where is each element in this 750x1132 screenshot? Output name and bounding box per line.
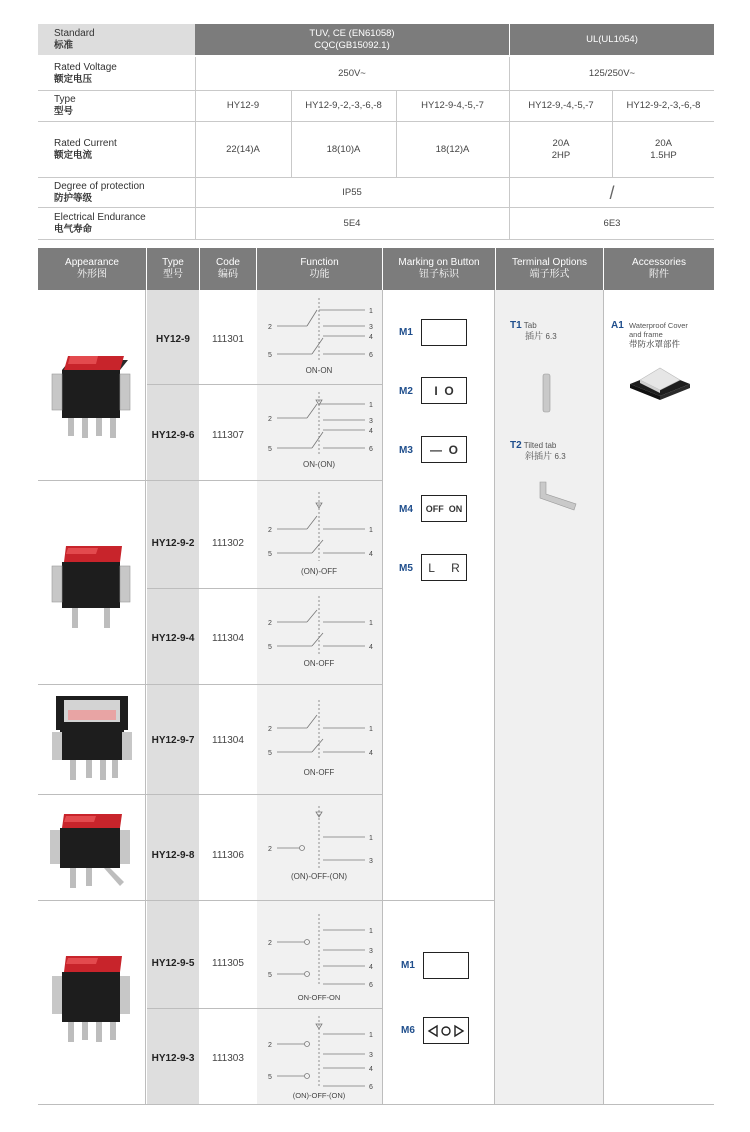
rocker-switch-image-1 [48,350,136,442]
spec-label-current: Rated Current 额定电流 [54,137,117,161]
pin-label: 4 [369,334,373,341]
spec-label-type: Type 型号 [54,94,76,117]
function-label: (ON)-OFF-(ON) [291,872,347,881]
header-accessories: Accessories 附件 [632,257,686,280]
spec-type-5: HY12-9-2,-3,-6,-8 [626,100,701,111]
row-type-8: HY12-9-3 [151,1053,195,1064]
marking-button-m6 [423,1017,469,1044]
function-diagram-mom-off [257,486,382,586]
pin-label: 6 [369,352,373,359]
pin-label: 2 [268,324,272,331]
spec-endurance-a: 5E4 [343,217,361,229]
pin-label: 5 [268,644,272,651]
spec-current-4: 20A 2HP [551,137,571,161]
function-diagram-mom-off-mom-6 [257,1010,382,1104]
pin-label: 1 [369,1032,373,1039]
pin-label: 1 [369,527,373,534]
rocker-switch-image-3 [48,808,132,894]
pin-label: 2 [268,940,272,947]
tab-terminal-icon [540,372,554,414]
spec-label-protection: Degree of protection 防护等级 [54,180,145,204]
row-code-2: 111307 [212,430,244,441]
marking-button-m1 [421,319,467,346]
spec-row-current [38,122,714,178]
spec-current-1: 22(14)A [226,143,260,155]
header-function: Function 功能 [300,257,339,280]
pin-label: 5 [268,446,272,453]
row-type-2: HY12-9-6 [151,430,195,441]
spec-row-standard [38,24,714,56]
main-table-header [38,248,714,290]
waterproof-switch-image [50,692,134,788]
pin-label: 4 [369,428,373,435]
function-diagram-on-mom [257,386,382,478]
row-code-7: 111305 [212,958,244,969]
accessory-a1-desc: Waterproof Cover and frame 带防水罩部件 [629,321,688,349]
marking-code-m1-b: M1 [401,960,415,971]
marking-code-m6: M6 [401,1025,415,1036]
pin-label: 2 [268,1042,272,1049]
slash-mark: / [609,182,615,203]
row-type-3: HY12-9-2 [151,538,195,549]
function-label: (ON)-OFF-(ON) [292,1091,346,1100]
pin-label: 3 [369,858,373,865]
row-code-3: 111302 [212,538,244,549]
type-column-bg [147,290,199,1104]
accessory-a1-label: A1 [611,320,624,331]
pin-label: 1 [369,402,373,409]
pin-label: 1 [369,726,373,733]
function-label: ON-OFF [303,659,335,668]
spec-standard-tuv: TUV, CE (EN61058) CQC(GB15092.1) [195,24,509,55]
marking-button-m2: I O [421,377,467,404]
function-diagram-on-on [257,292,382,382]
row-type-1: HY12-9 [156,334,190,345]
pin-label: 5 [268,551,272,558]
pin-label: 2 [268,846,272,853]
row-type-7: HY12-9-5 [151,958,195,969]
marking-code-m5: M5 [399,563,413,574]
waterproof-cover-image [626,362,694,402]
pin-label: 4 [369,644,373,651]
terminal-t1-cn: 插片 6.3 [525,331,557,341]
pin-label: 6 [369,446,373,453]
spec-type-2: HY12-9,-2,-3,-6,-8 [305,100,382,111]
spec-type-1: HY12-9 [226,100,260,111]
pin-label: 5 [268,1074,272,1081]
function-label: ON-OFF-ON [297,993,341,1002]
spec-type-3: HY12-9-4,-5,-7 [421,100,484,111]
pin-label: 2 [268,527,272,534]
spec-protection-a: IP55 [342,186,362,198]
pin-label: 1 [369,308,373,315]
marking-button-m4: OFF ON [421,495,467,522]
spec-protection-b [510,178,714,207]
header-terminal: Terminal Options 端子形式 [511,257,588,280]
marking-button-m5: L R [421,554,467,581]
pin-label: 5 [268,352,272,359]
spec-current-5: 20A 1.5HP [650,137,677,161]
pin-label: 6 [369,982,373,989]
spec-endurance-b: 6E3 [603,217,621,229]
pin-label: 1 [369,928,373,935]
pin-label: 2 [268,416,272,423]
pin-label: 5 [268,972,272,979]
rocker-switch-image-4 [48,950,136,1046]
pin-label: 3 [369,1052,373,1059]
marking-code-m1: M1 [399,327,413,338]
function-label: ON-(ON) [303,460,335,469]
marking-button-m1-b [423,952,469,979]
spec-type-4: HY12-9,-4,-5,-7 [528,100,594,111]
row-code-8: 111303 [212,1053,244,1064]
pin-label: 2 [268,620,272,627]
row-code-1: 111301 [212,334,244,345]
pin-label: 4 [369,1066,373,1073]
spec-standard-ul: UL(UL1054) [510,24,714,55]
header-appearance: Appearance 外形图 [65,257,119,280]
row-type-6: HY12-9-8 [151,850,195,861]
row-code-6: 111306 [212,850,244,861]
tilted-tab-terminal-icon [536,480,580,512]
function-diagram-on-off [257,590,382,682]
pin-label: 1 [369,835,373,842]
spec-current-2: 18(10)A [326,143,361,155]
spec-row-voltage [38,57,714,91]
arrows-marking-icon [427,1024,465,1038]
spec-row-type [38,91,714,122]
pin-label: 5 [268,750,272,757]
pin-label: 3 [369,418,373,425]
rocker-switch-image-2 [48,540,136,632]
marking-button-m3: — O [421,436,467,463]
row-code-5: 111304 [212,735,244,746]
spec-label-endurance: Electrical Endurance 电气寿命 [54,211,146,235]
pin-label: 3 [369,948,373,955]
pin-label: 4 [369,551,373,558]
function-label: ON-ON [305,366,333,375]
terminal-t2-label: T2 Tilted tab [510,440,557,451]
function-diagram-mom-off-mom [257,798,382,898]
spec-row-endurance [38,208,714,240]
pin-label: 6 [369,1084,373,1091]
row-type-4: HY12-9-4 [151,633,195,644]
row-code-4: 111304 [212,633,244,644]
pin-label: 4 [369,750,373,757]
pin-label: 2 [268,726,272,733]
spec-voltage-b: 125/250V~ [588,67,636,79]
header-marking: Marking on Button 钮子标识 [398,257,480,280]
row-type-5: HY12-9-7 [151,735,195,746]
marking-code-m2: M2 [399,386,413,397]
function-diagram-on-off-on [257,906,382,1006]
terminal-t2-cn: 斜插片 6.3 [525,451,566,461]
header-code: Code 编码 [216,257,240,280]
pin-label: 1 [369,620,373,627]
spec-voltage-a: 250V~ [338,67,366,79]
function-label: ON-OFF [303,768,335,777]
pin-label: 4 [369,964,373,971]
spec-current-3: 18(12)A [435,143,470,155]
marking-code-m3: M3 [399,445,413,456]
terminal-t1-label: T1 Tab [510,320,537,331]
spec-label-standard: Standard 标准 [38,24,195,55]
header-type: Type 型号 [162,257,184,280]
spec-label-voltage: Rated Voltage 额定电压 [54,61,117,85]
pin-label: 3 [369,324,373,331]
function-diagram-on-off-2 [257,690,382,790]
marking-code-m4: M4 [399,504,413,515]
spec-row-protection [38,178,714,208]
function-label: (ON)-OFF [301,567,337,576]
